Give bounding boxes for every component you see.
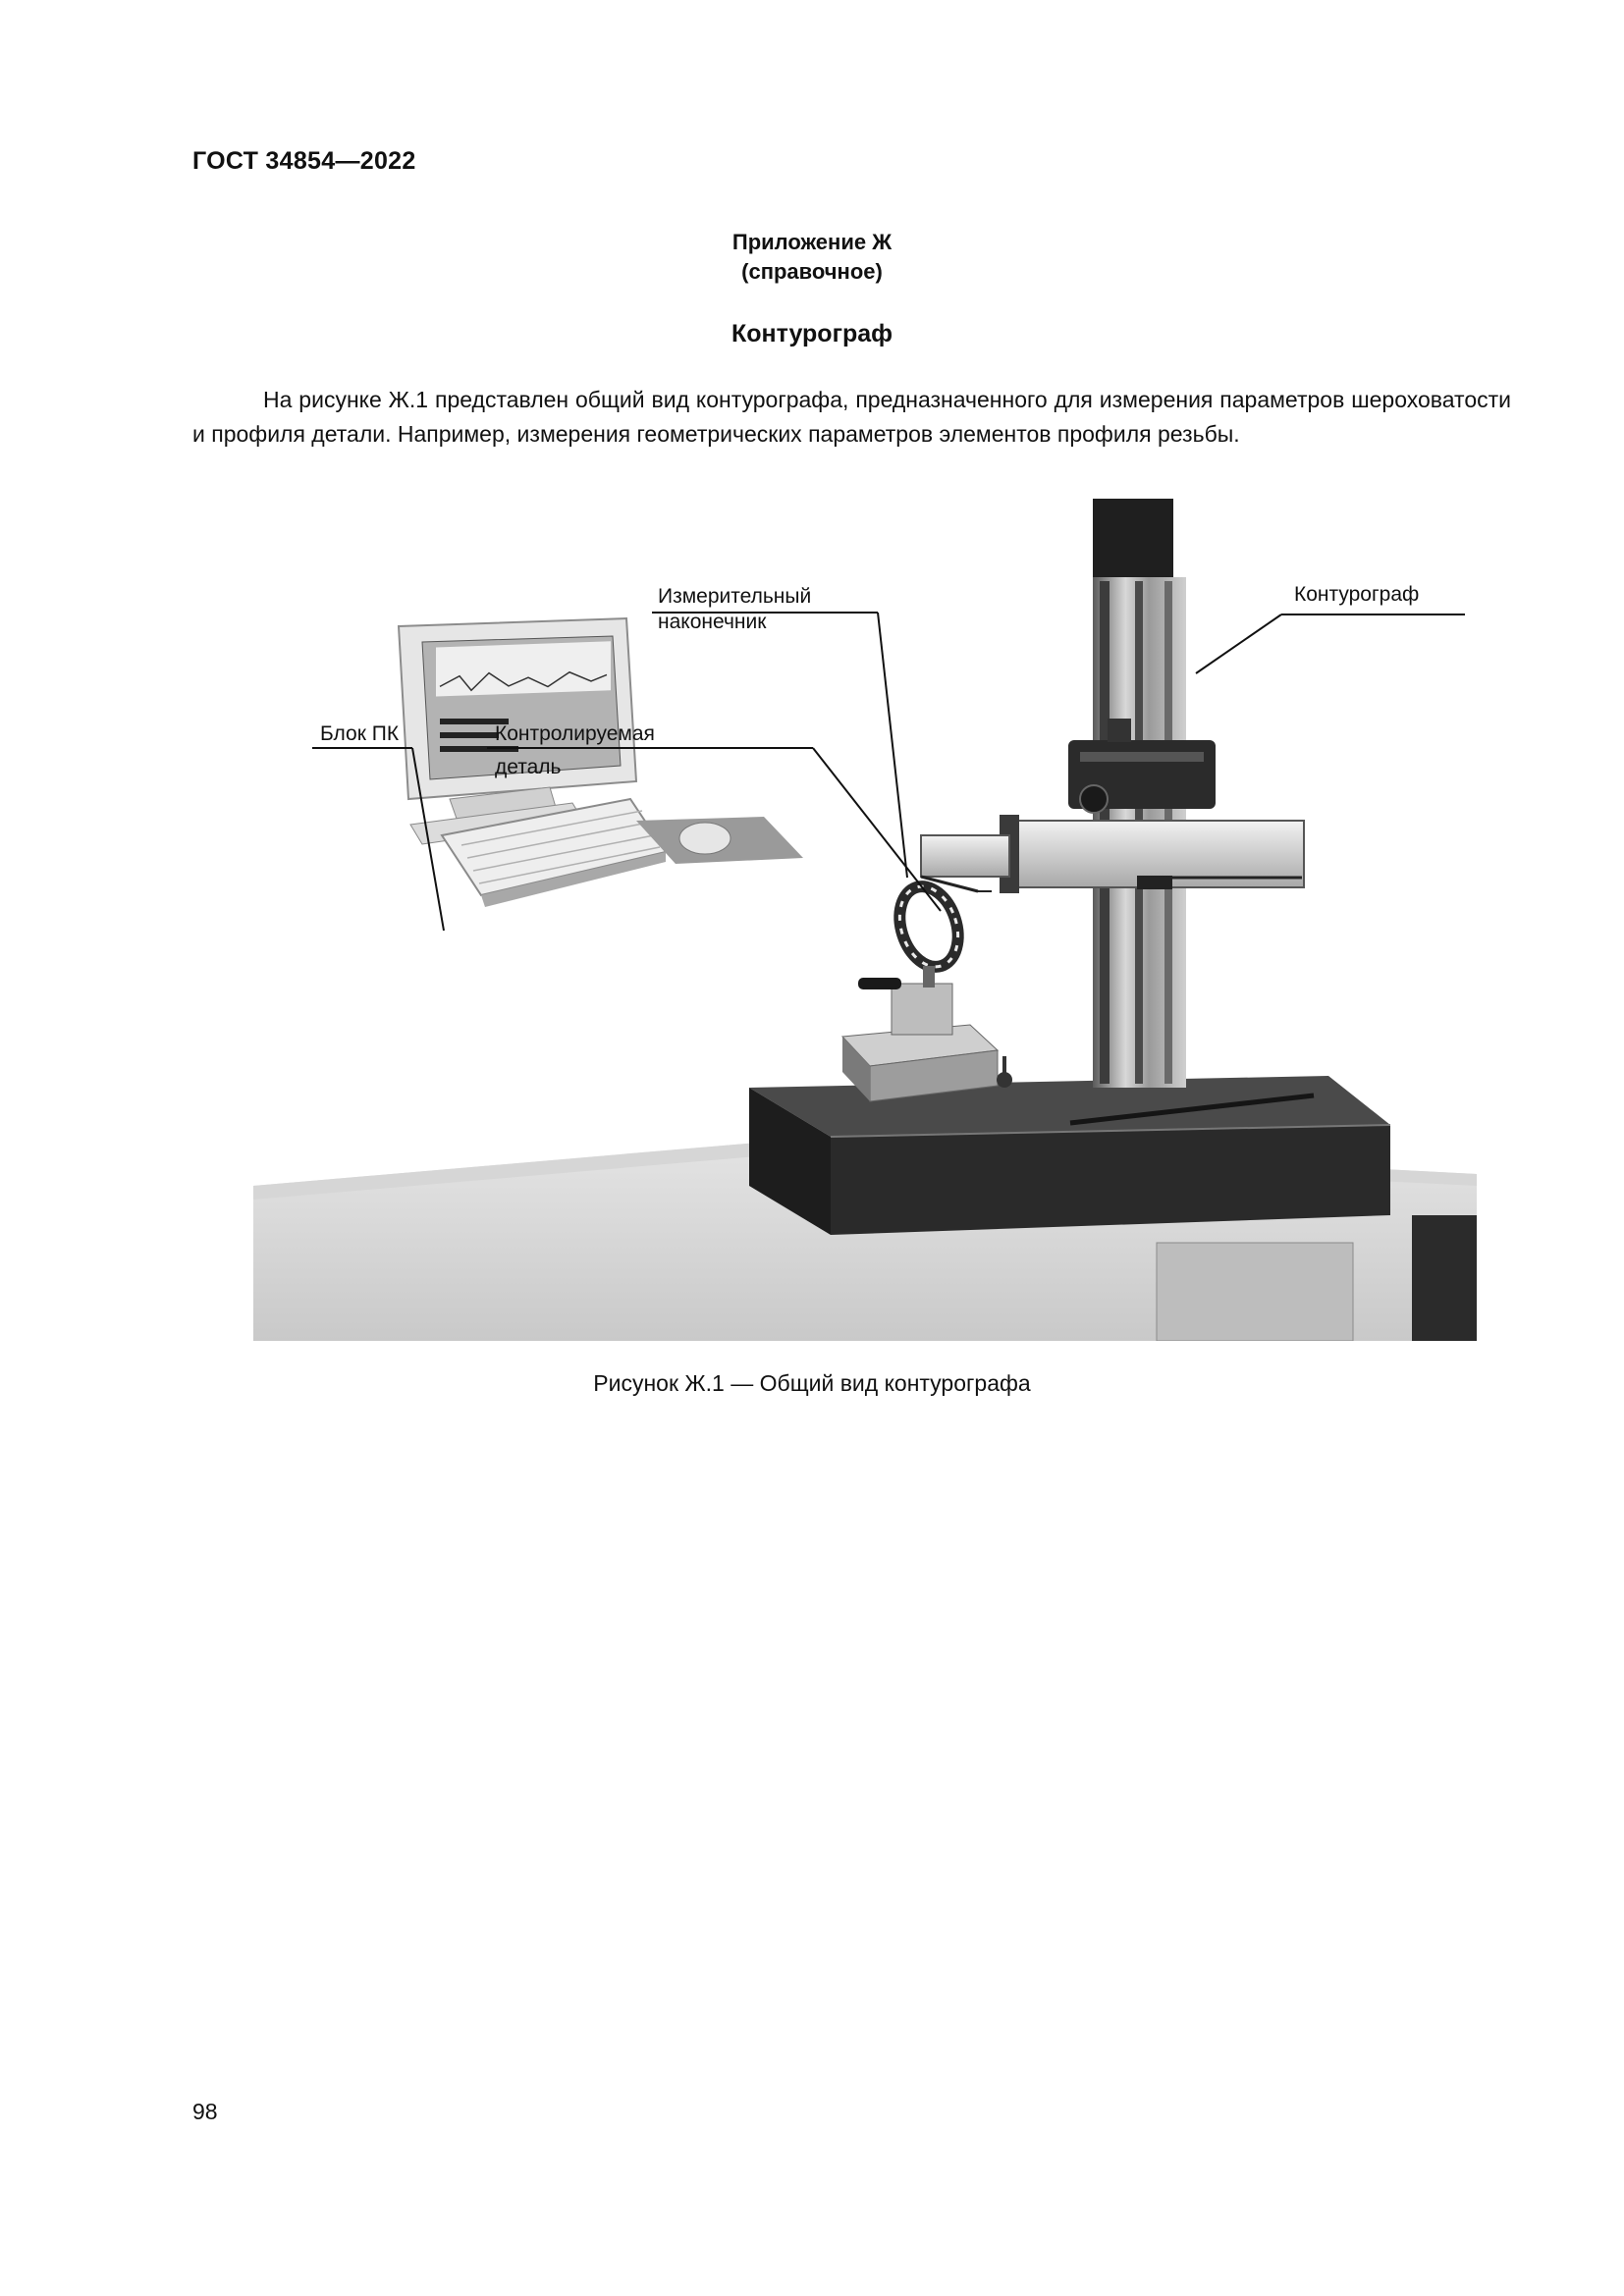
contourograph-leader [1196, 614, 1281, 673]
figure-caption: Рисунок Ж.1 — Общий вид контурографа [593, 1370, 1031, 1396]
figure-contourograph [253, 487, 1477, 1341]
section-title: Контурограф [731, 320, 893, 347]
contourograph-illustration [253, 487, 1477, 1341]
label-part-line1: Контролируемая [495, 722, 655, 745]
label-probe-line1: Измерительный [658, 585, 812, 608]
label-contourograph: Контурограф [1294, 583, 1420, 606]
appendix-heading [0, 228, 1624, 287]
xy-stage [842, 978, 1012, 1101]
label-pc-unit: Блок ПК [320, 722, 400, 745]
part-leader [813, 748, 941, 911]
appendix-kind: (справочное) [741, 259, 883, 284]
label-part-line2: деталь [495, 756, 562, 778]
appendix-title: Приложение Ж [731, 230, 893, 254]
label-probe-line2: наконечник [658, 611, 767, 633]
document-header: ГОСТ 34854—2022 [192, 147, 416, 175]
page-number: 98 [192, 2099, 218, 2124]
body-paragraph: На рисунке Ж.1 представлен общий вид контурографа, предназначенного для измерения параметров шероховатости и профиля детали. Например, измерения геометрических параметров элементов профиля резьбы. [192, 387, 1511, 447]
granite-base [749, 1076, 1390, 1235]
drive-arm [921, 815, 1304, 893]
